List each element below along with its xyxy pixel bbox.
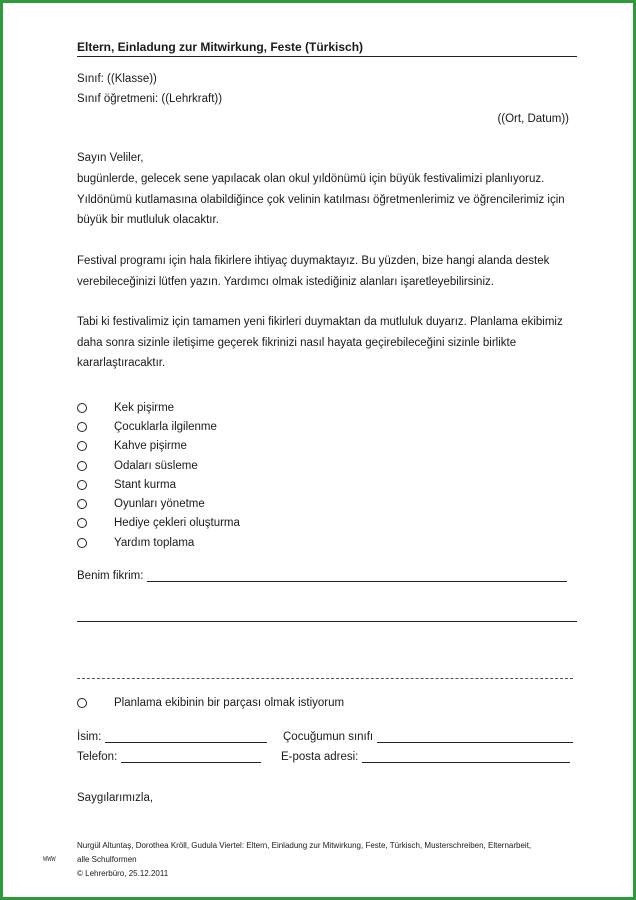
option-label: Kahve pişirme	[114, 439, 187, 452]
option-label: Oyunları yönetme	[114, 497, 205, 510]
idea-field[interactable]	[77, 569, 567, 582]
paragraph-2-line: verebileceğinizi lütfen yazın. Yardımcı olmak istediğiniz alanları işaretleyebilirsiniz.	[77, 275, 494, 288]
footer	[77, 839, 577, 881]
paragraph-1	[77, 169, 577, 231]
email-label: E-posta adresi:	[281, 751, 359, 763]
paragraph-1-line: büyük bir mutluluk olacaktır.	[77, 214, 219, 226]
salutation: Sayın Veliler,	[77, 152, 144, 164]
option-planning-team[interactable]	[77, 693, 345, 712]
radio-button[interactable]	[77, 461, 87, 471]
radio-button[interactable]	[77, 518, 87, 528]
cut-line	[77, 678, 573, 679]
child-class-input-line[interactable]	[377, 730, 573, 743]
option-fundraising[interactable]	[77, 533, 195, 552]
option-label: Stant kurma	[114, 478, 176, 491]
email-field[interactable]	[281, 750, 570, 763]
option-childcare[interactable]	[77, 417, 217, 436]
radio-button[interactable]	[77, 698, 87, 708]
paragraph-3-line: Tabi ki festivalimiz için tamamen yeni fikirleri duymaktan da mutluluk duyarız. Planlama ekibimiz	[77, 316, 563, 328]
footer-line: © Lehrerbüro, 25.12.2011	[77, 869, 169, 878]
idea-input-line-2[interactable]	[77, 621, 577, 622]
teacher-label: Sınıf öğretmeni: ((Lehrkraft))	[77, 93, 223, 105]
option-decorating[interactable]	[77, 456, 198, 475]
idea-label: Benim fikrim:	[77, 570, 144, 582]
closing: Saygılarımızla,	[77, 792, 154, 804]
paragraph-3-line: daha sonra sizinle iletişime geçerek fikrinizi nasıl hayata geçirebileceğini sizinle birlikte	[77, 336, 517, 349]
radio-button[interactable]	[77, 538, 87, 548]
option-cake-baking[interactable]	[77, 398, 175, 417]
option-vouchers[interactable]	[77, 513, 240, 532]
email-input-line[interactable]	[362, 750, 570, 763]
idea-input-line[interactable]	[147, 569, 567, 582]
paragraph-2	[77, 251, 577, 292]
option-coffee[interactable]	[77, 436, 187, 455]
phone-input-line[interactable]	[121, 750, 261, 763]
option-label: Yardım toplama	[114, 536, 195, 549]
footer-line: Nurgül Altuntaş, Dorothea Kröll, Gudula Viertel: Eltern, Einladung zur Mitwirkung, Feste, Türkisch, Musterschreiben, Elternarbeit,	[77, 841, 532, 850]
paragraph-2-line: Festival programı için hala fikirlere ihtiyaç duymaktayız. Bu yüzden, bize hangi alanda destek	[77, 255, 550, 267]
option-label: Çocuklarla ilgilenme	[114, 420, 217, 433]
phone-label: Telefon:	[77, 751, 118, 763]
radio-button[interactable]	[77, 422, 87, 432]
option-label: Odaları süsleme	[114, 459, 198, 472]
child-class-label: Çocuğumun sınıfı	[283, 731, 374, 743]
paragraph-1-line: bugünlerde, gelecek sene yapılacak olan okul yıldönümü için büyük festivalimizi planlıyoruz.	[77, 173, 545, 185]
name-input-line[interactable]	[105, 730, 267, 743]
child-class-field[interactable]	[283, 730, 573, 743]
paragraph-3	[77, 312, 577, 374]
name-label: İsim:	[77, 731, 102, 743]
document-title: Eltern, Einladung zur Mitwirkung, Feste (Türkisch)	[77, 40, 577, 57]
name-field[interactable]	[77, 730, 267, 743]
radio-button[interactable]	[77, 403, 87, 413]
radio-button[interactable]	[77, 499, 87, 509]
option-label: Kek pişirme	[114, 401, 175, 414]
option-booth-setup[interactable]	[77, 475, 176, 494]
phone-field[interactable]	[77, 750, 261, 763]
place-date: ((Ort, Datum))	[497, 113, 569, 125]
stamp-mark: WWW	[43, 855, 56, 863]
option-label: Planlama ekibinin bir parçası olmak istiyorum	[114, 696, 345, 709]
paragraph-1-line: Yıldönümü kutlamasına olabildiğince çok velinin katılması öğretmenlerimiz ve öğrencilerimiz için	[77, 193, 565, 206]
radio-button[interactable]	[77, 441, 87, 451]
class-label: Sınıf: ((Klasse))	[77, 73, 157, 85]
radio-button[interactable]	[77, 480, 87, 490]
option-label: Hediye çekleri oluşturma	[114, 516, 240, 529]
option-games[interactable]	[77, 494, 205, 513]
footer-line: alle Schulformen	[77, 855, 137, 864]
paragraph-3-line: kararlaştıracaktır.	[77, 357, 166, 369]
